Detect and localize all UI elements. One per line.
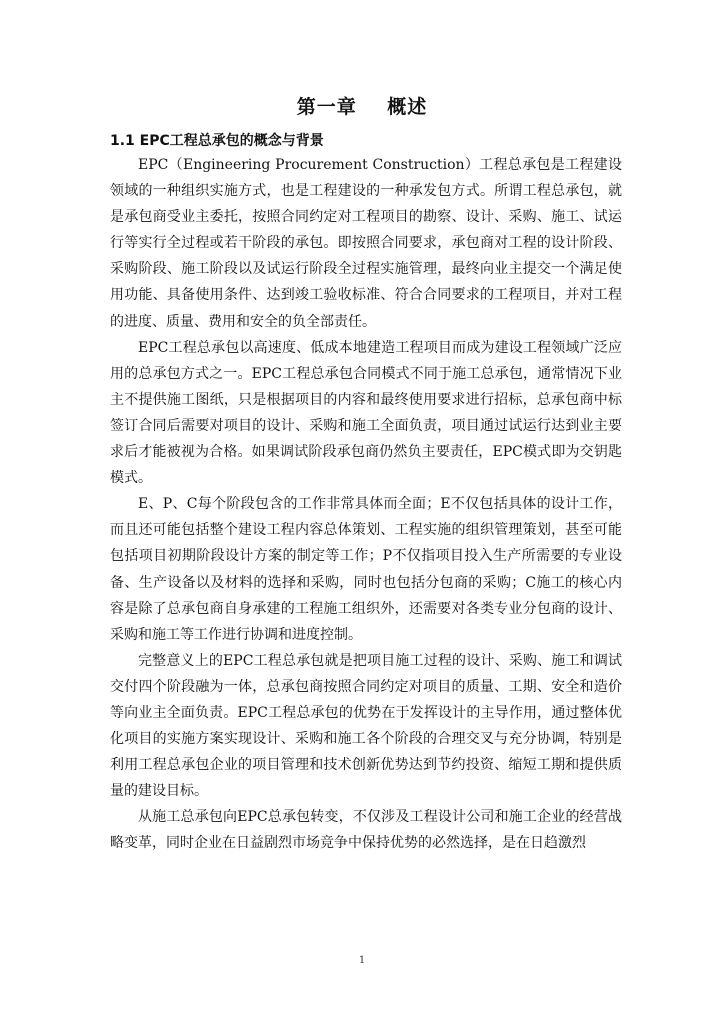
page-number: 1: [358, 955, 366, 966]
section-heading: 1.1 EPC工程总承包的概念与背景: [110, 133, 324, 149]
paragraph: EPC（Engineering Procurement Construction）工程总承包是工程建设领域的一种组织实施方式，也是工程建设的一种承发包方式。所谓工程总承包，就是承包商受业主委托，按照合同约定对工程项目的勘察、设计、采购、施工、试运行等实行全过程或若干阶段的承包。即按照合同要求，承包商对工程的设计阶段、采购阶段、施工阶段以及试运行阶段全过程实施管理，最终向业主提交一个满足使用功能、具备使用条件、达到竣工验收标准、符合合同要求的工程项目，并对工程的进度、质量、费用和安全的负全部责任。: [110, 157, 622, 330]
body-text: [110, 152, 622, 857]
paragraph: EPC工程总承包以高速度、低成本地建造工程项目而成为建设工程领域广泛应用的总承包方式之一。EPC工程总承包合同模式不同于施工总承包，通常情况下业主不提供施工图纸，只是根据项目的内容和最终使用要求进行招标，总承包商中标签订合同后需要对项目的设计、采购和施工全面负责，项目通过试运行达到业主要求后才能被视为合格。如果调试阶段承包商仍然负主要责任，EPC模式即为交钥匙模式。: [110, 339, 622, 487]
paragraph: 完整意义上的EPC工程总承包就是把项目施工过程的设计、采购、施工和调试交付四个阶段融为一体，总承包商按照合同约定对项目的质量、工期、安全和造价等向业主全面负责。EPC工程总承包的优势在于发挥设计的主导作用，通过整体优化项目的实施方案实现设计、采购和施工各个阶段的合理交叉与充分协调，特别是利用工程总承包企业的项目管理和技术创新优势达到节约投资、缩短工期和提供质量的建设目标。: [110, 652, 622, 800]
paragraph: 从施工总承包向EPC总承包转变，不仅涉及工程设计公司和施工企业的经营战略变革，同时企业在日益剧烈市场竞争中保持优势的必然选择，是在日趋激烈: [110, 809, 622, 852]
paragraph: E、P、C每个阶段包含的工作非常具体而全面；E不仅包括具体的设计工作，而且还可能包括整个建设工程内容总体策划、工程实施的组织管理策划，甚至可能包括项目初期阶段设计方案的制定等工作；P不仅指项目投入生产所需要的专业设备、生产设备以及材料的选择和采购，同时也包括分包商的采购；C施工的核心内容是除了总承包商自身承建的工程施工组织外，还需要对各类专业分包商的设计、采购和施工等工作进行协调和进度控制。: [110, 496, 622, 643]
chapter-title: 第一章 概述: [296, 96, 428, 118]
